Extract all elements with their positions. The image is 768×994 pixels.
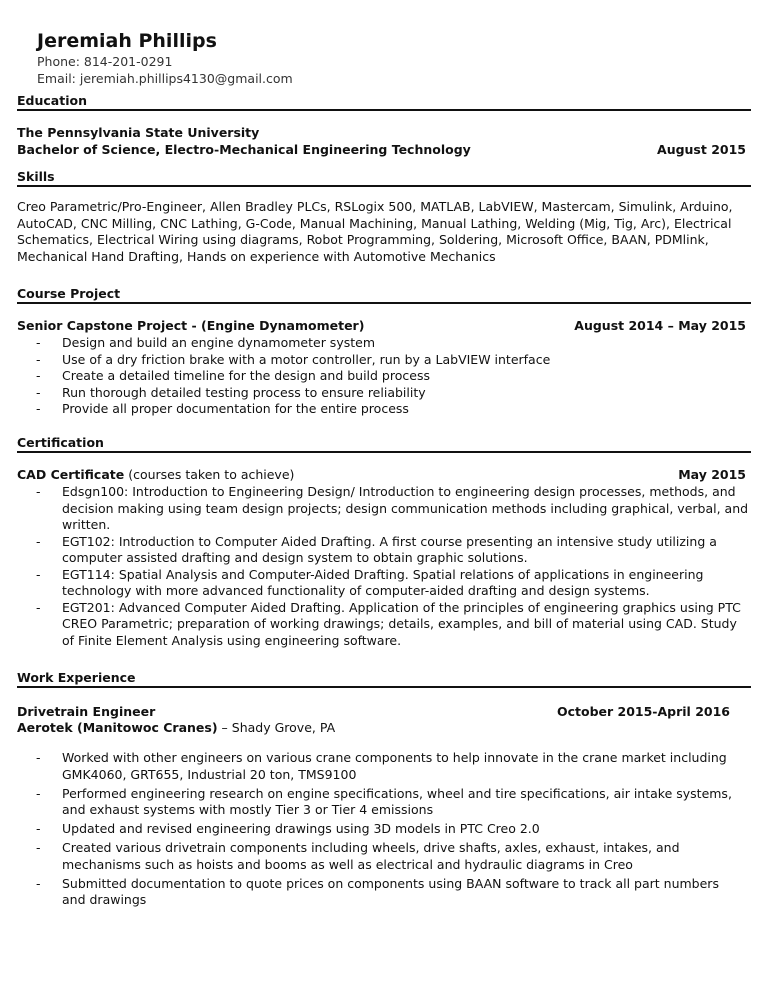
education-degree: Bachelor of Science, Electro-Mechanical Engineering Technology: [17, 142, 471, 157]
list-item: - Run thorough detailed testing process to ensure reliability: [36, 385, 626, 402]
list-item: - Submitted documentation to quote prices on components using BAAN software to track all part numbers and drawings: [36, 876, 736, 909]
skills-text: Creo Parametric/Pro-Engineer, Allen Bradley PLCs, RSLogix 500, MATLAB, LabVIEW, Mastercam, Simulink, Arduino, AutoCAD, CNC Milling, CNC Lathing, G-Code, Manual Machining, Manual Lathing, Welding (Mig, Tig, Arc), Electrical Schematics, Electrical Wiring using diagrams, Robot Programming, Soldering, Microsoft Office, BAAN, PDMlink, Mechanical Hand Drafting, Hands on experience with Automotive Mechanics: [17, 199, 733, 264]
course-project-bullets: [36, 335, 626, 418]
certification-note: (courses taken to achieve): [128, 467, 295, 482]
course-project-heading: Course Project: [17, 286, 751, 304]
list-item: - EGT201: Advanced Computer Aided Drafting. Application of the principles of engineering graphics using PTC CREO Parametric; preparation of working drawings; details, examples, and bill of material using CAD. Study of Finite Element Analysis using engineering software.: [36, 600, 752, 650]
course-project-date: August 2014 – May 2015: [574, 318, 746, 333]
work-date: October 2015-April 2016: [556, 704, 730, 719]
phone-number: Phone: 814-201-0291: [37, 54, 173, 69]
work-location: – Shady Grove, PA: [221, 720, 336, 735]
certification-title-line: [17, 467, 294, 484]
candidate-name: Jeremiah Phillips: [37, 30, 217, 52]
work-bullets: [36, 750, 736, 911]
work-heading: Work Experience: [17, 670, 751, 688]
list-item: - Created various drivetrain components including wheels, drive shafts, axles, exhaust, intakes, and mechanisms such as hoists and booms as well as electrical and hydraulic diagrams in Creo: [36, 840, 736, 873]
list-item: - Edsgn100: Introduction to Engineering Design/ Introduction to engineering design processes, methods, and decision making using team design projects; design communication methods including graphical, verbal, and written.: [36, 484, 752, 534]
list-item: - Updated and revised engineering drawings using 3D models in PTC Creo 2.0: [36, 821, 736, 838]
work-company: Aerotek (Manitowoc Cranes): [17, 720, 218, 735]
certification-date: May 2015: [678, 467, 746, 482]
skills-heading: Skills: [17, 169, 751, 187]
email-address: Email: jeremiah.phillips4130@gmail.com: [37, 71, 293, 86]
list-item: - Design and build an engine dynamometer system: [36, 335, 626, 352]
work-company-line: [17, 720, 335, 737]
list-item: - Create a detailed timeline for the design and build process: [36, 368, 626, 385]
list-item: - Worked with other engineers on various crane components to help innovate in the crane market including GMK4060, GRT655, Industrial 20 ton, TMS9100: [36, 750, 736, 783]
work-title: Drivetrain Engineer: [17, 704, 156, 719]
list-item: - Use of a dry friction brake with a motor controller, run by a LabVIEW interface: [36, 352, 626, 369]
list-item: - EGT114: Spatial Analysis and Computer-Aided Drafting. Spatial relations of applications in engineering technology with more advanced functionality of computer-aided drafting and design systems.: [36, 567, 752, 600]
certification-title: CAD Certificate: [17, 467, 125, 482]
list-item: - EGT102: Introduction to Computer Aided Drafting. A first course presenting an intensive study utilizing a computer assisted drafting and design system to obtain graphic solutions.: [36, 534, 752, 567]
education-heading: Education: [17, 93, 751, 111]
education-school: The Pennsylvania State University: [17, 125, 260, 140]
certification-heading: Certification: [17, 435, 751, 453]
education-date: August 2015: [657, 142, 746, 157]
course-project-title: Senior Capstone Project - (Engine Dynamometer): [17, 318, 365, 333]
list-item: - Performed engineering research on engine specifications, wheel and tire specifications, air intake systems, and exhaust systems with mostly Tier 3 or Tier 4 emissions: [36, 786, 736, 819]
list-item: - Provide all proper documentation for the entire process: [36, 401, 626, 418]
certification-bullets: [36, 484, 752, 649]
